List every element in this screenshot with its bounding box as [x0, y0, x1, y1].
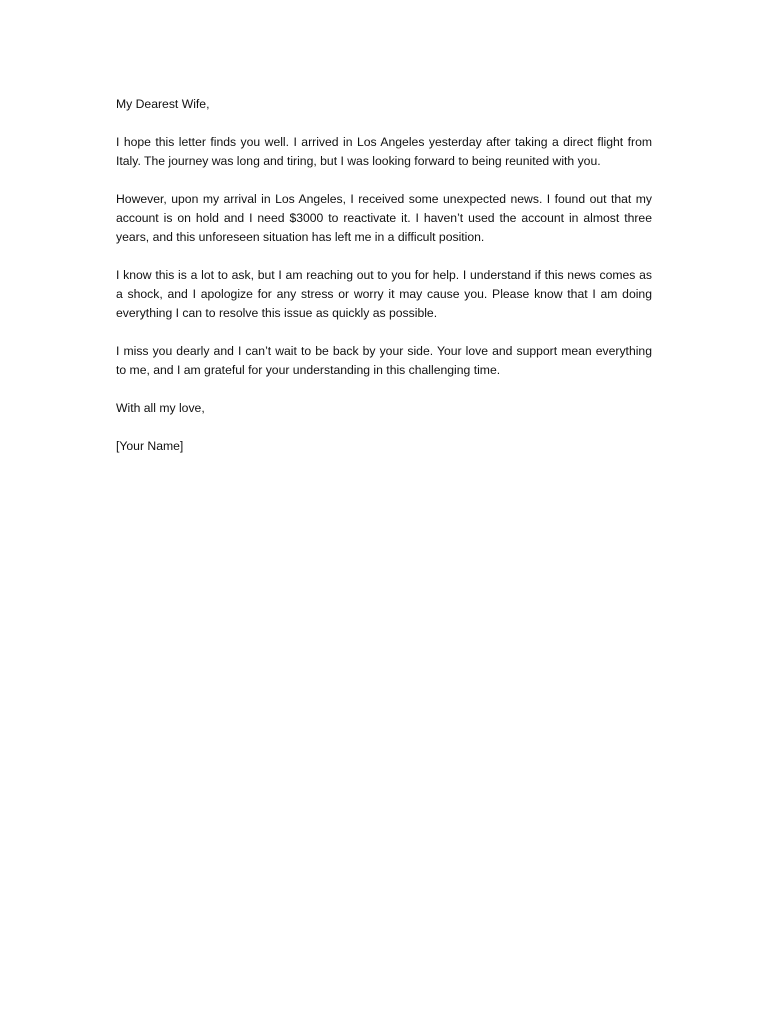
letter-paragraph-1: I hope this letter finds you well. I arrived in Los Angeles yesterday after taking a direct flight from Italy. The journey was long and tiring, but I was looking forward to being reunited with you. [116, 135, 652, 168]
letter-paragraph-4: I miss you dearly and I can’t wait to be back by your side. Your love and support mean everything to me, and I am grateful for your understanding in this challenging time. [116, 344, 652, 377]
letter-body [116, 95, 652, 475]
letter-salutation: My Dearest Wife, [116, 97, 210, 111]
letter-paragraph-3: I know this is a lot to ask, but I am reaching out to you for help. I understand if this news comes as a shock, and I apologize for any stress or worry it may cause you. Please know that I am doing everything I can to resolve this issue as quickly as possible. [116, 268, 652, 320]
letter-closing: With all my love, [116, 401, 205, 415]
letter-signature: [Your Name] [116, 439, 184, 453]
letter-paragraph-2: However, upon my arrival in Los Angeles, I received some unexpected news. I found out that my account is on hold and I need $3000 to reactivate it. I haven’t used the account in almost three years, and this unforeseen situation has left me in a difficult position. [116, 192, 652, 244]
